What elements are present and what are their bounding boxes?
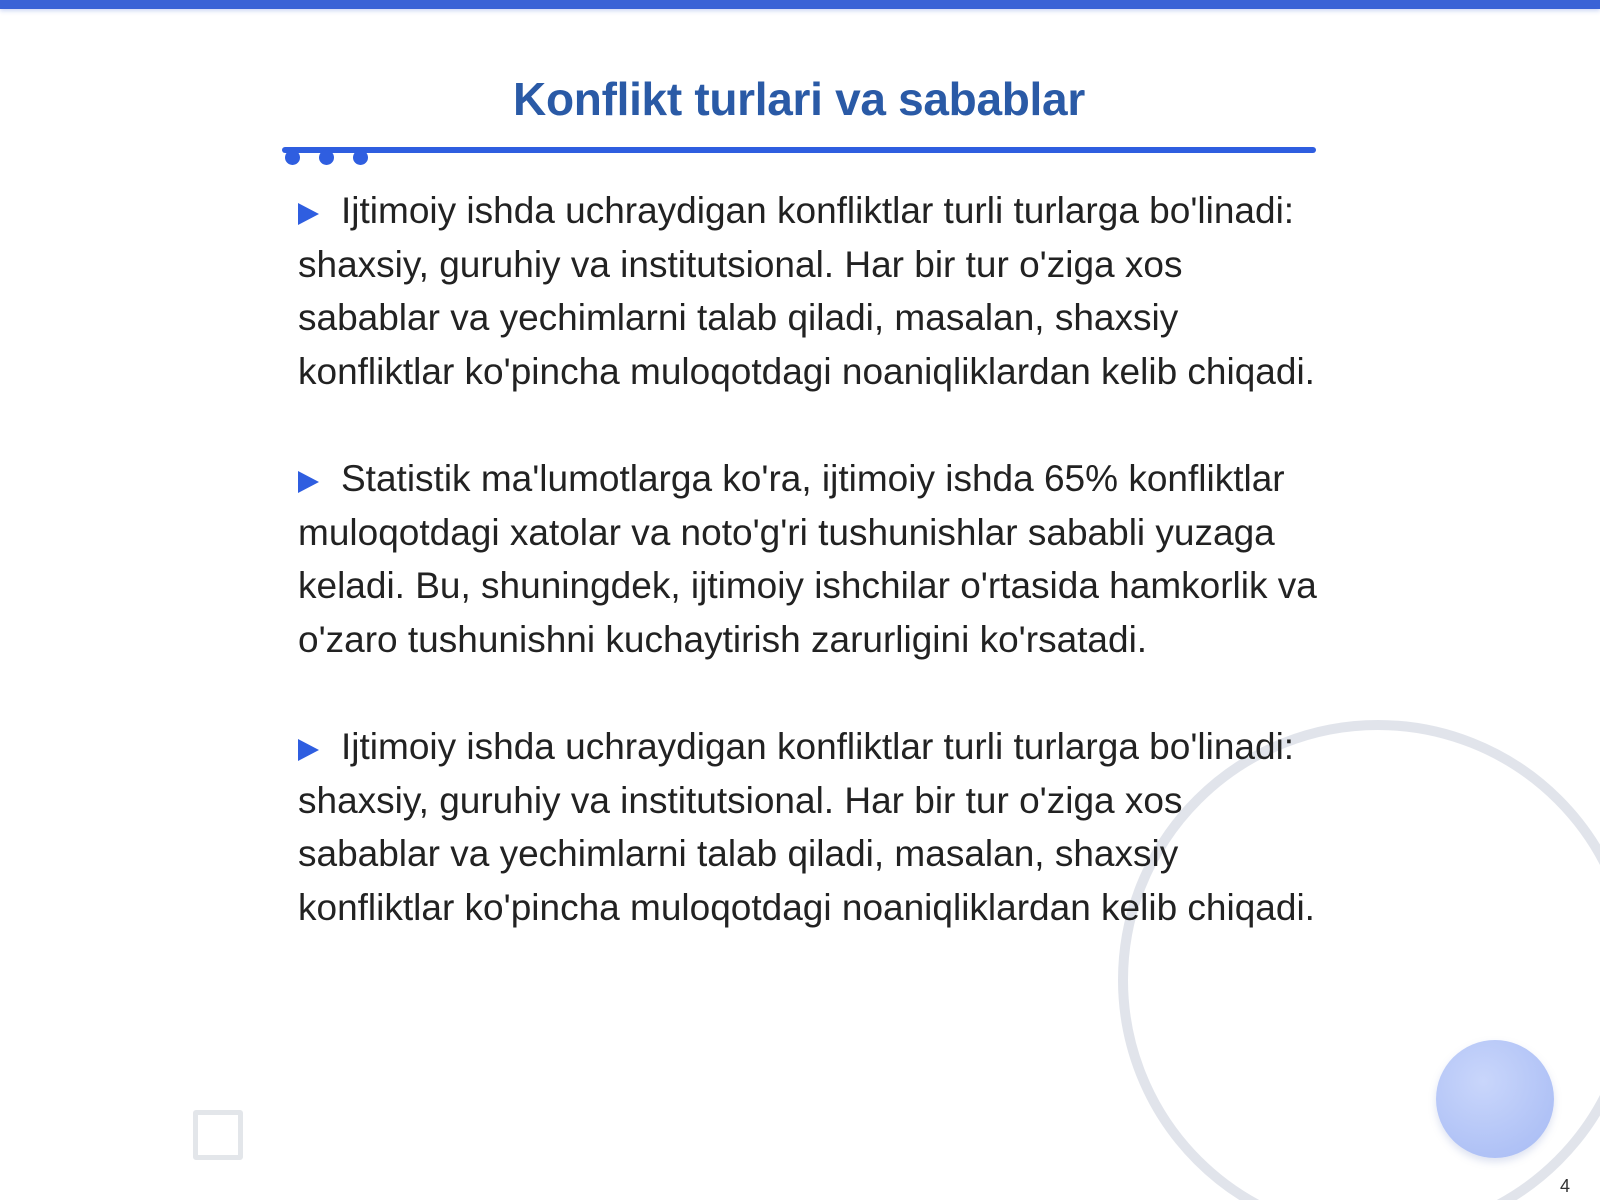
underline-dot	[353, 150, 368, 165]
top-accent-bar	[0, 0, 1600, 9]
triangle-right-icon	[298, 471, 319, 493]
bullet-text: Statistik ma'lumotlarga ko'ra, ijtimoiy ishda 65% konfliktlar muloqotdagi xatolar va noto'g'ri tushunishlar sababli yuzaga keladi. Bu, shuningdek, ijtimoiy ishchilar o'rtasida hamkorlik va o'zaro tushunishni kuchaytirish zarurligini ko'rsatadi.	[298, 458, 1317, 660]
underline-dot	[285, 150, 300, 165]
bullet-item	[298, 184, 1318, 398]
bullet-text: Ijtimoiy ishda uchraydigan konfliktlar turli turlarga bo'linadi: shaxsiy, guruhiy va institutsional. Har bir tur o'ziga xos sabablar va yechimlarni talab qiladi, masalan, shaxsiy konfliktlar ko'pincha muloqotdagi noaniqliklardan kelib chiqadi.	[298, 190, 1315, 392]
triangle-right-icon	[298, 203, 319, 225]
slide-title: Konflikt turlari va sabablar	[513, 73, 1085, 125]
decorative-circle	[1436, 1040, 1554, 1158]
decorative-square	[193, 1110, 243, 1160]
title-underline	[282, 147, 1316, 153]
underline-dot	[319, 150, 334, 165]
triangle-right-icon	[298, 739, 319, 761]
bullet-item	[298, 452, 1318, 666]
bullet-list	[298, 184, 1318, 988]
page-number: 4	[1559, 1176, 1570, 1196]
bullet-item	[298, 720, 1318, 934]
bullet-text: Ijtimoiy ishda uchraydigan konfliktlar turli turlarga bo'linadi: shaxsiy, guruhiy va institutsional. Har bir tur o'ziga xos sabablar va yechimlarni talab qiladi, masalan, shaxsiy konfliktlar ko'pincha muloqotdagi noaniqliklardan kelib chiqadi.	[298, 726, 1315, 928]
